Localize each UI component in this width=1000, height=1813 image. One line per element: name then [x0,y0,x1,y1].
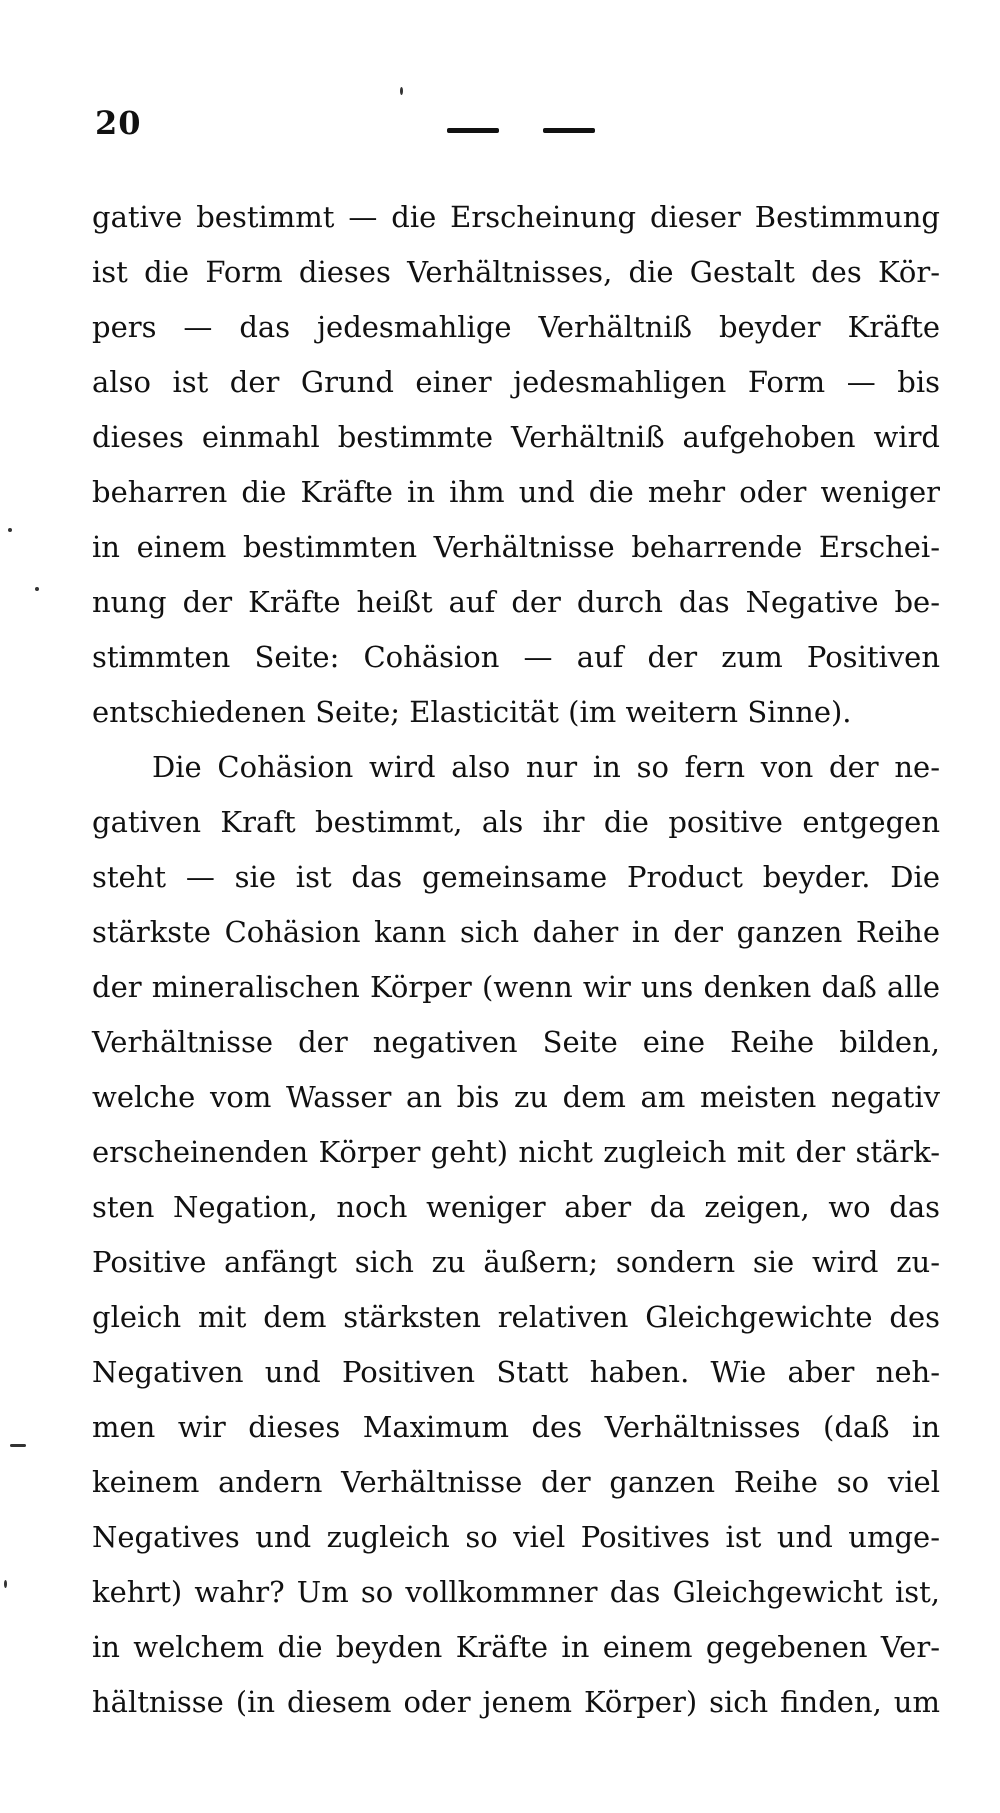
text-line: kehrt) wahr? Um so vollkommner das Gleichgewicht ist, [92,1575,940,1609]
text-line: in welchem die beyden Kräfte in einem gegebenen Ver- [92,1630,940,1664]
text-line: stimmten Seite: Cohäsion — auf der zum Positiven [92,640,940,674]
text-line: keinem andern Verhältnisse der ganzen Reihe so viel [92,1465,940,1499]
text-line: welche vom Wasser an bis zu dem am meisten negativ [92,1080,940,1114]
text-line: nung der Kräfte heißt auf der durch das Negative be- [92,585,940,619]
text-line: dieses einmahl bestimmte Verhältniß aufgehoben wird [92,420,940,454]
header-dash-right [543,128,595,133]
scan-speck [400,87,403,95]
text-line: der mineralischen Körper (wenn wir uns denken daß alle [92,970,940,1004]
text-line: Positive anfängt sich zu äußern; sondern sie wird zu- [92,1245,940,1279]
text-line: sten Negation, noch weniger aber da zeigen, wo das [92,1190,940,1224]
text-line: Negativen und Positiven Statt haben. Wie aber neh- [92,1355,940,1389]
text-line: Verhältnisse der negativen Seite eine Reihe bilden, [92,1025,940,1059]
scan-speck [4,1580,7,1588]
body-text [92,190,940,1730]
text-line: gative bestimmt — die Erscheinung dieser Bestimmung [92,200,940,234]
text-line: in einem bestimmten Verhältnisse beharrende Erschei- [92,530,940,564]
text-line: pers — das jedesmahlige Verhältniß beyder Kräfte [92,310,940,344]
text-line: hältnisse (in diesem oder jenem Körper) sich finden, um [92,1685,940,1719]
scan-speck [10,1444,26,1447]
text-line: beharren die Kräfte in ihm und die mehr oder weniger [92,475,940,509]
scan-speck [35,587,39,591]
text-line: men wir dieses Maximum des Verhältnisses (daß in [92,1410,940,1444]
text-line: gleich mit dem stärksten relativen Gleichgewichte des [92,1300,940,1334]
text-line: steht — sie ist das gemeinsame Product beyder. Die [92,860,940,894]
text-line: stärkste Cohäsion kann sich daher in der ganzen Reihe [92,915,940,949]
page-number: 20 [95,104,142,142]
text-line: erscheinenden Körper geht) nicht zugleich mit der stärk- [92,1135,940,1169]
header-dash-left [447,128,499,133]
text-line: Die Cohäsion wird also nur in so fern von der ne- [152,750,940,784]
text-line: also ist der Grund einer jedesmahligen Form — bis [92,365,940,399]
text-line: Negatives und zugleich so viel Positives ist und umge- [92,1520,940,1554]
scan-speck [8,528,12,532]
text-line: entschiedenen Seite; Elasticität (im weitern Sinne). [92,695,852,729]
text-line: gativen Kraft bestimmt, als ihr die positive entgegen [92,805,940,839]
text-line: ist die Form dieses Verhältnisses, die Gestalt des Kör- [92,255,940,289]
